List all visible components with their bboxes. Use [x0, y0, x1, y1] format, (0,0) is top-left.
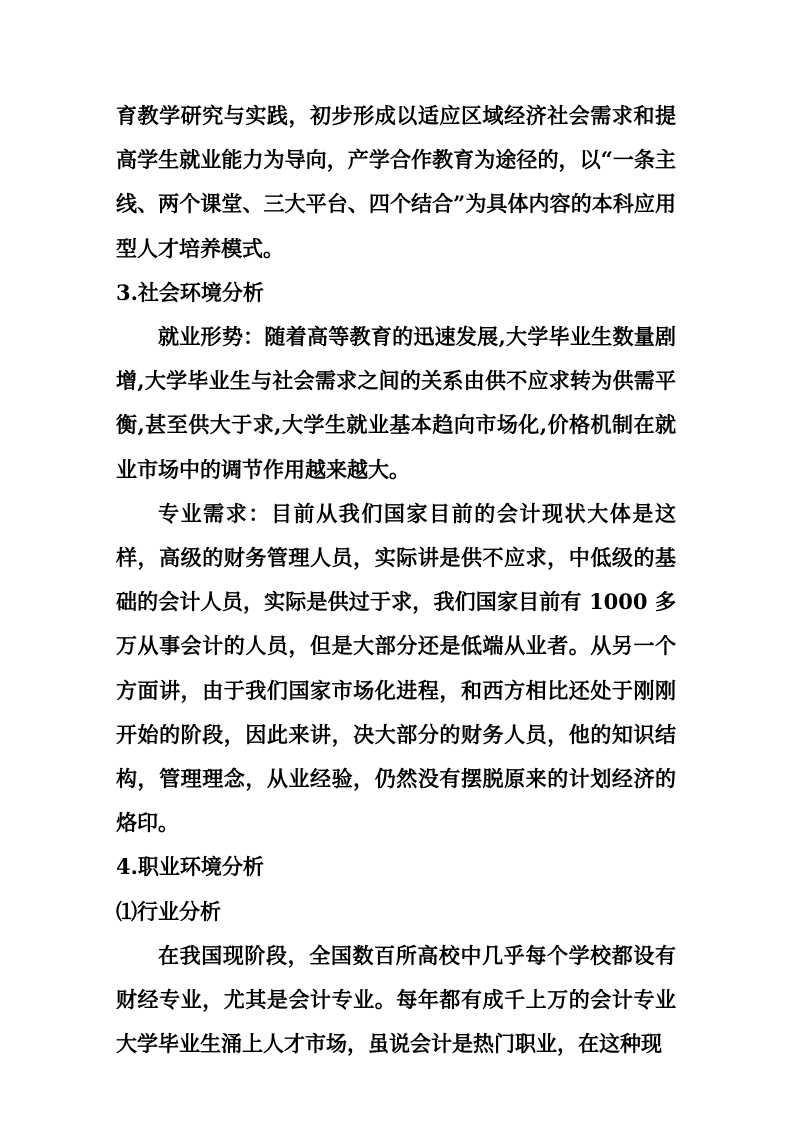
section-heading-social-environment: 3.社会环境分析 — [116, 279, 264, 305]
document-body — [116, 94, 676, 1066]
subsection-heading-industry-analysis: ⑴行业分析 — [116, 898, 221, 924]
paragraph-employment-situation: 就业形势：随着高等教育的迅速发展,大学毕业生数量剧增,大学毕业生与社会需求之间的关系由供不应求转为供需平衡,甚至供大于求,大学生就业基本趋向市场化,价格机制在就业市场中的调节作用越来越大。 — [116, 324, 676, 482]
paragraph-continuation: 育教学研究与实践，初步形成以适应区域经济社会需求和提高学生就业能力为导向，产学合作教育为途径的，以“一条主线、两个课堂、三大平台、四个结合”为具体内容的本科应用型人才培养模式。 — [116, 103, 676, 261]
paragraph-professional-demand: 专业需求：目前从我们国家目前的会计现状大体是这样，高级的财务管理人员，实际讲是供不应求，中低级的基础的会计人员，实际是供过于求，我们国家目前有 1000 多万从事会计的人员，但是大部分还是低端从业者。从另一个方面讲，由于我们国家市场化进程，和西方相比还处于刚刚开始的阶段，因此来讲，决大部分的财务人员，他的知识结构，管理理念，从业经验，仍然没有摆脱原来的计划经济的烙印。 — [116, 500, 676, 836]
section-heading-career-environment: 4.职业环境分析 — [116, 854, 264, 880]
paragraph-industry-analysis: 在我国现阶段，全国数百所高校中几乎每个学校都设有财经专业，尤其是会计专业。每年都有成千上万的会计专业大学毕业生涌上人才市场，虽说会计是热门职业，在这种现 — [116, 942, 676, 1057]
